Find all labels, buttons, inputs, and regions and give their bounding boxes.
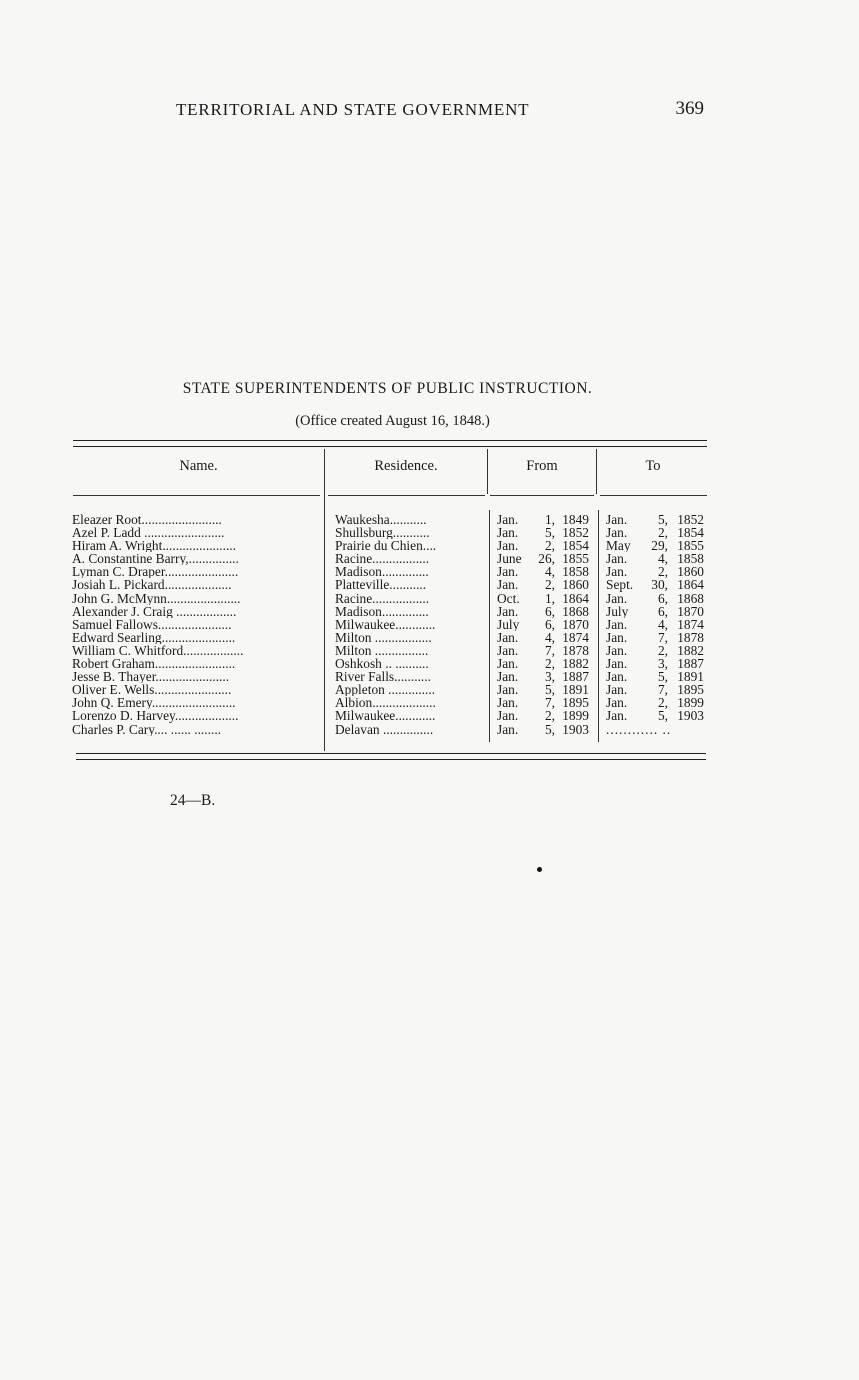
to-month: July bbox=[606, 604, 629, 618]
name-cell: Samuel Fallows...................... bbox=[72, 617, 232, 631]
residence-cell: Milton ................ bbox=[335, 643, 429, 658]
from-date-cell bbox=[497, 592, 593, 605]
to-month: Jan. bbox=[606, 657, 628, 671]
name-cell: Eleazer Root........................ bbox=[72, 513, 222, 527]
to-year: 1903 bbox=[677, 709, 704, 723]
to-date-cell bbox=[606, 605, 708, 618]
table-subtitle: (Office created August 16, 1848.) bbox=[295, 413, 490, 429]
to-month: Jan. bbox=[606, 630, 628, 644]
to-year: 1868 bbox=[677, 591, 704, 605]
from-date-cell bbox=[497, 644, 593, 657]
from-month: Jan. bbox=[497, 709, 519, 723]
name-cell: William C. Whitford.................. bbox=[72, 643, 244, 658]
header-residence: Residence. bbox=[374, 458, 438, 474]
name-cell: Hiram A. Wright...................... bbox=[72, 539, 236, 553]
from-date-cell bbox=[497, 513, 593, 526]
from-date-cell bbox=[497, 696, 593, 709]
header-name: Name. bbox=[179, 458, 218, 474]
from-year: 1891 bbox=[562, 683, 589, 697]
table-title: STATE SUPERINTENDENTS OF PUBLIC INSTRUCTION. bbox=[182, 380, 593, 397]
to-date-cell bbox=[606, 657, 708, 670]
from-date-cell bbox=[497, 657, 593, 670]
from-day: 2, bbox=[544, 657, 555, 671]
from-year: 1849 bbox=[562, 513, 589, 527]
from-date-cell bbox=[497, 605, 593, 618]
header-rule-residence bbox=[328, 495, 485, 496]
to-month: Jan. bbox=[606, 565, 628, 579]
to-date-cell bbox=[606, 670, 708, 683]
from-date-cell bbox=[497, 631, 593, 644]
to-year: 1899 bbox=[677, 696, 704, 710]
from-day: 5, bbox=[544, 526, 555, 540]
from-year: 1895 bbox=[562, 696, 589, 710]
to-month: Jan. bbox=[606, 617, 628, 631]
to-year: 1891 bbox=[677, 670, 704, 684]
column-divider-3-body bbox=[598, 510, 599, 742]
to-day: 2, bbox=[657, 526, 668, 540]
name-cell: Josiah L. Pickard.................... bbox=[72, 578, 232, 592]
from-day: 2, bbox=[544, 709, 555, 723]
to-day: 7, bbox=[657, 683, 668, 697]
to-month: Jan. bbox=[606, 526, 628, 540]
header-rule-name bbox=[73, 495, 320, 496]
to-day: 6, bbox=[657, 604, 668, 618]
column-divider-2-body bbox=[489, 510, 490, 742]
from-day: 6, bbox=[544, 604, 555, 618]
to-ellipsis-cell: ............ .. bbox=[606, 722, 672, 736]
from-month: Jan. bbox=[497, 513, 519, 527]
from-date-cell bbox=[497, 683, 593, 696]
from-year: 1878 bbox=[562, 643, 589, 658]
to-day: 30, bbox=[651, 578, 668, 592]
name-cell: Lyman C. Draper...................... bbox=[72, 565, 239, 579]
residence-cell: Platteville........... bbox=[335, 578, 427, 592]
from-month: Jan. bbox=[497, 578, 519, 592]
from-year: 1855 bbox=[562, 552, 589, 566]
residence-cell: Appleton .............. bbox=[335, 683, 436, 697]
to-date-cell bbox=[606, 696, 708, 709]
name-cell: Oliver E. Wells....................... bbox=[72, 683, 232, 697]
from-day: 5, bbox=[544, 722, 555, 736]
to-year: 1852 bbox=[677, 513, 704, 527]
to-day: 6, bbox=[657, 591, 668, 605]
to-date-cell bbox=[606, 526, 708, 539]
ink-dot bbox=[537, 867, 542, 872]
from-month: Jan. bbox=[497, 604, 519, 618]
from-day: 26, bbox=[538, 552, 555, 566]
residence-cell: Milwaukee............ bbox=[335, 617, 436, 631]
from-day: 2, bbox=[544, 578, 555, 592]
from-date-cell bbox=[497, 723, 593, 736]
to-date-cell bbox=[606, 513, 708, 526]
from-day: 1, bbox=[544, 513, 555, 527]
to-year: 1860 bbox=[677, 565, 704, 579]
from-month: Jan. bbox=[497, 643, 519, 658]
to-year: 1874 bbox=[677, 617, 704, 631]
name-cell: Edward Searling...................... bbox=[72, 630, 236, 644]
to-year: 1858 bbox=[677, 552, 704, 566]
from-year: 1882 bbox=[562, 657, 589, 671]
from-date-cell bbox=[497, 709, 593, 722]
to-date-cell bbox=[606, 683, 708, 696]
name-cell: Robert Graham........................ bbox=[72, 657, 236, 671]
to-month: Jan. bbox=[606, 683, 628, 697]
to-month: Jan. bbox=[606, 670, 628, 684]
to-day: 3, bbox=[657, 657, 668, 671]
from-date-cell bbox=[497, 565, 593, 578]
header-rule-from bbox=[490, 495, 594, 496]
residence-cell: Shullsburg........... bbox=[335, 526, 430, 540]
header-rule-to bbox=[600, 495, 707, 496]
from-year: 1860 bbox=[562, 578, 589, 592]
name-cell: John G. McMynn...................... bbox=[72, 591, 241, 605]
to-year: 1870 bbox=[677, 604, 704, 618]
from-month: Jan. bbox=[497, 526, 519, 540]
to-date-cell bbox=[606, 578, 708, 591]
from-day: 3, bbox=[544, 670, 555, 684]
name-cell: Lorenzo D. Harvey................... bbox=[72, 709, 239, 723]
top-rule-2 bbox=[73, 446, 707, 447]
residence-cell: Prairie du Chien.... bbox=[335, 539, 437, 553]
from-date-cell bbox=[497, 526, 593, 539]
to-day: 29, bbox=[651, 539, 668, 553]
to-month: Jan. bbox=[606, 591, 628, 605]
to-date-cell bbox=[606, 618, 708, 631]
from-year: 1903 bbox=[562, 722, 589, 736]
from-column bbox=[497, 513, 593, 736]
from-day: 6, bbox=[544, 617, 555, 631]
from-month: June bbox=[497, 552, 522, 566]
from-day: 7, bbox=[544, 643, 555, 658]
to-date-cell bbox=[606, 552, 708, 565]
header-from: From bbox=[526, 458, 558, 474]
to-date-cell bbox=[606, 539, 708, 552]
to-day: 2, bbox=[657, 696, 668, 710]
from-year: 1899 bbox=[562, 709, 589, 723]
residence-cell: Racine................. bbox=[335, 552, 430, 566]
to-year: 1882 bbox=[677, 643, 704, 658]
bottom-rule-1 bbox=[76, 753, 706, 754]
top-rule-1 bbox=[73, 440, 707, 441]
name-cell: A. Constantine Barry,............... bbox=[72, 552, 239, 566]
to-day: 5, bbox=[657, 709, 668, 723]
from-day: 2, bbox=[544, 539, 555, 553]
residence-cell: Racine................. bbox=[335, 591, 430, 605]
to-date-cell bbox=[606, 565, 708, 578]
to-month: Sept. bbox=[606, 578, 634, 592]
residence-cell: Delavan ............... bbox=[335, 722, 434, 736]
to-month: Jan. bbox=[606, 552, 628, 566]
residence-cell: Madison.............. bbox=[335, 565, 429, 579]
running-title: TERRITORIAL AND STATE GOVERNMENT bbox=[176, 100, 530, 119]
from-month: Jan. bbox=[497, 683, 519, 697]
from-month: Oct. bbox=[497, 591, 520, 605]
residence-cell: Albion................... bbox=[335, 696, 436, 710]
from-date-cell bbox=[497, 670, 593, 683]
from-year: 1868 bbox=[562, 604, 589, 618]
to-year: 1887 bbox=[677, 657, 704, 671]
to-month: Jan. bbox=[606, 696, 628, 710]
from-day: 4, bbox=[544, 565, 555, 579]
residence-column bbox=[335, 513, 485, 736]
signature-mark: 24—B. bbox=[170, 792, 216, 809]
from-month: Jan. bbox=[497, 696, 519, 710]
to-date-cell bbox=[606, 709, 708, 722]
name-cell: Charles P. Cary.... ...... ........ bbox=[72, 722, 222, 736]
to-day: 4, bbox=[657, 552, 668, 566]
from-month: July bbox=[497, 617, 520, 631]
from-date-cell bbox=[497, 578, 593, 591]
residence-cell: Waukesha........... bbox=[335, 513, 427, 527]
to-year: 1895 bbox=[677, 683, 704, 697]
from-day: 1, bbox=[544, 591, 555, 605]
from-month: Jan. bbox=[497, 722, 519, 736]
to-day: 2, bbox=[657, 565, 668, 579]
to-day: 4, bbox=[657, 617, 668, 631]
to-date-cell bbox=[606, 592, 708, 605]
to-month: Jan. bbox=[606, 643, 628, 658]
name-cell: Azel P. Ladd ........................ bbox=[72, 526, 225, 540]
page-number: 369 bbox=[675, 98, 704, 119]
residence-cell: River Falls........... bbox=[335, 670, 431, 684]
from-year: 1864 bbox=[562, 591, 589, 605]
from-month: Jan. bbox=[497, 630, 519, 644]
residence-cell: Milwaukee............ bbox=[335, 709, 436, 723]
from-date-cell bbox=[497, 539, 593, 552]
from-year: 1852 bbox=[562, 526, 589, 540]
name-column bbox=[72, 513, 320, 736]
to-year: 1864 bbox=[677, 578, 704, 592]
from-date-cell bbox=[497, 552, 593, 565]
from-day: 7, bbox=[544, 696, 555, 710]
from-month: Jan. bbox=[497, 539, 519, 553]
from-year: 1870 bbox=[562, 617, 589, 631]
from-year: 1887 bbox=[562, 670, 589, 684]
to-day: 5, bbox=[657, 670, 668, 684]
from-day: 4, bbox=[544, 630, 555, 644]
running-head bbox=[176, 100, 706, 124]
to-date-cell bbox=[606, 644, 708, 657]
bottom-rule-2 bbox=[76, 759, 706, 760]
to-column bbox=[606, 513, 708, 736]
to-day: 7, bbox=[657, 630, 668, 644]
from-year: 1854 bbox=[562, 539, 589, 553]
column-divider-1 bbox=[324, 449, 325, 751]
name-cell: Jesse B. Thayer...................... bbox=[72, 670, 230, 684]
residence-cell: Oshkosh .. .......... bbox=[335, 657, 429, 671]
from-year: 1858 bbox=[562, 565, 589, 579]
from-month: Jan. bbox=[497, 670, 519, 684]
name-cell: Alexander J. Craig .................. bbox=[72, 604, 237, 618]
to-year: 1854 bbox=[677, 526, 704, 540]
name-cell: John Q. Emery......................... bbox=[72, 696, 236, 710]
to-year: 1855 bbox=[677, 539, 704, 553]
residence-cell: Madison.............. bbox=[335, 604, 429, 618]
residence-cell: Milton ................. bbox=[335, 630, 432, 644]
from-date-cell bbox=[497, 618, 593, 631]
to-year: 1878 bbox=[677, 630, 704, 644]
header-to: To bbox=[645, 458, 661, 474]
to-day: 5, bbox=[657, 513, 668, 527]
from-day: 5, bbox=[544, 683, 555, 697]
to-month: Jan. bbox=[606, 513, 628, 527]
to-month: May bbox=[606, 539, 631, 553]
to-date-cell bbox=[606, 631, 708, 644]
from-year: 1874 bbox=[562, 630, 589, 644]
to-month: Jan. bbox=[606, 709, 628, 723]
from-month: Jan. bbox=[497, 565, 519, 579]
from-month: Jan. bbox=[497, 657, 519, 671]
to-day: 2, bbox=[657, 643, 668, 658]
